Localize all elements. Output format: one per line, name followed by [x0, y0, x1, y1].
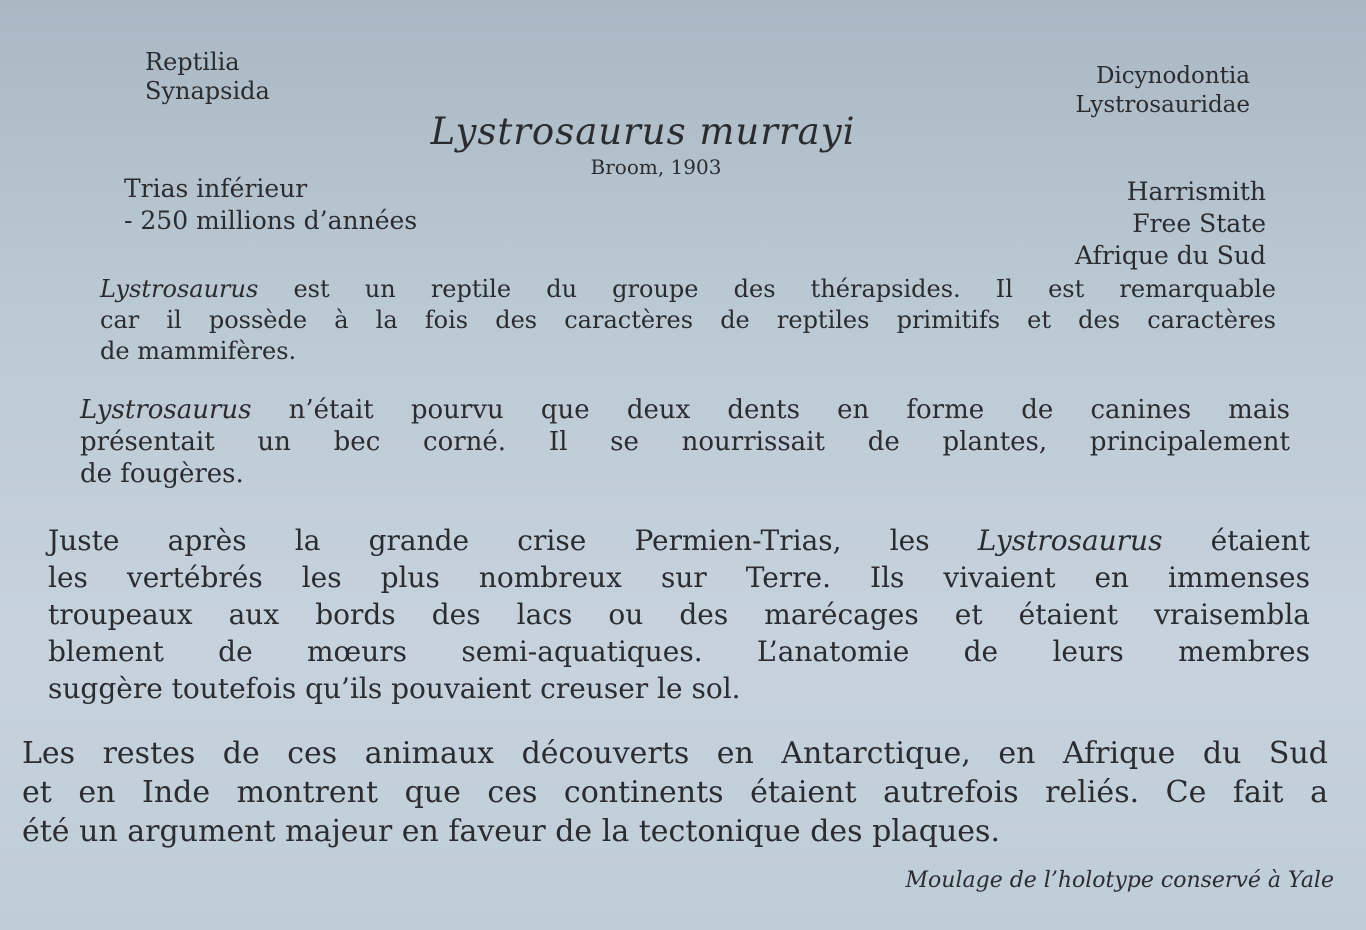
paragraph-line: troupeaux aux bords des lacs ou des marécages et étaient vraisembla [48, 598, 1310, 631]
text-span: est un reptile du groupe des thérapsides. Il est remarquable [258, 275, 1276, 303]
classification-left [145, 48, 270, 106]
geologic-age [124, 173, 417, 237]
paragraph-line: et en Inde montrent que ces continents étaient autrefois reliés. Ce fait a [22, 775, 1328, 810]
genus-name: Lystrosaurus [80, 395, 252, 425]
paragraph-line: blement de mœurs semi-aquatiques. L’anatomie de leurs membres [48, 635, 1310, 668]
locality-country: Afrique du Sud [1075, 241, 1266, 270]
paragraph-teeth [80, 394, 1290, 490]
locality-town: Harrismith [1126, 177, 1266, 206]
age-years: - 250 millions d’années [124, 206, 418, 235]
locality [1075, 176, 1266, 272]
paragraph-line: présentait un bec corné. Il se nourrissait de plantes, principalement [80, 427, 1290, 457]
paragraph-line: de mammifères. [100, 337, 297, 365]
holotype-credit: Moulage de l’holotype conservé à Yale [905, 868, 1334, 893]
species-author: Broom, 1903 [590, 155, 722, 179]
paragraph-ecology [48, 522, 1310, 707]
text-span: étaient [1162, 524, 1310, 557]
genus-name: Lystrosaurus [100, 275, 259, 303]
text-span: n’était pourvu que deux dents en forme de canines mais [251, 395, 1290, 425]
paragraph-line [80, 394, 1290, 426]
age-period: Trias inférieur [124, 174, 308, 203]
class-name: Reptilia [145, 48, 240, 76]
text-span: Juste après la grande crise Permien-Trias, les [48, 524, 978, 557]
family-name: Lystrosauridae [1075, 92, 1250, 118]
order-name: Dicynodontia [1095, 63, 1250, 89]
genus-name: Lystrosaurus [977, 524, 1163, 557]
paragraph-line: car il possède à la fois des caractères de reptiles primitifs et des caractères [100, 306, 1276, 334]
paragraph-line [48, 522, 1310, 559]
paragraph-tectonics [22, 734, 1328, 851]
paragraph-line [100, 274, 1276, 305]
paragraph-line: suggère toutefois qu’ils pouvaient creuser le sol. [48, 672, 741, 705]
locality-province: Free State [1132, 209, 1266, 238]
paragraph-intro [100, 274, 1276, 367]
paragraph-line: été un argument majeur en faveur de la tectonique des plaques. [22, 814, 1000, 849]
species-title: Lystrosaurus murrayi [430, 110, 856, 153]
subclass-name: Synapsida [145, 77, 270, 105]
paragraph-line: Les restes de ces animaux découverts en Antarctique, en Afrique du Sud [22, 736, 1328, 771]
paragraph-line: de fougères. [80, 459, 244, 489]
paragraph-line: les vertébrés les plus nombreux sur Terre. Ils vivaient en immenses [48, 561, 1310, 594]
